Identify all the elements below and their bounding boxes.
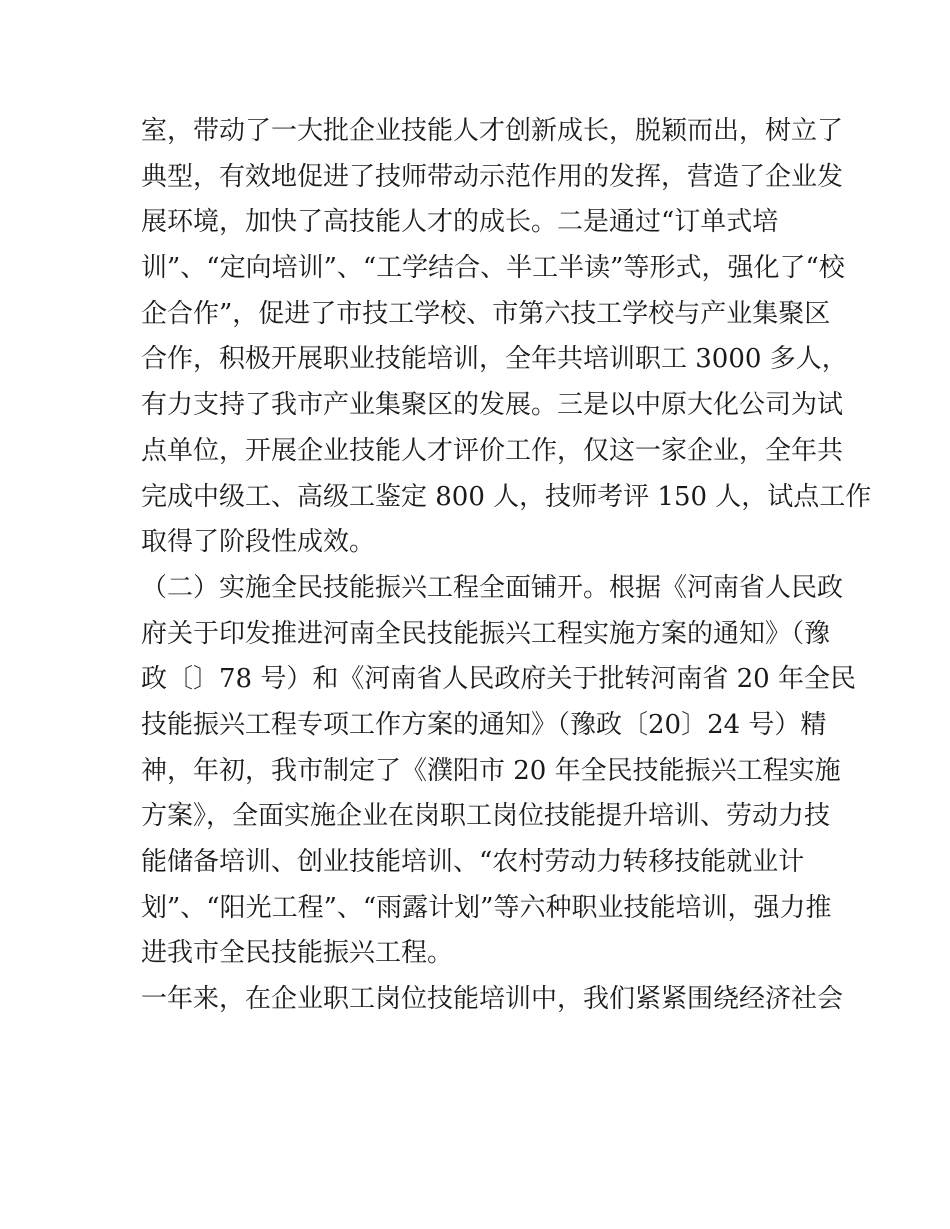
text-line: 能储备培训、创业技能培训、“农村劳动力转移技能就业计 [141, 847, 805, 877]
text-line: 一年来，在企业职工岗位技能培训中，我们紧紧围绕经济社会 [141, 984, 844, 1015]
text-line: 有力支持了我市产业集聚区的发展。三是以中原大化公司为试 [141, 390, 844, 421]
text-line: 方案》，全面实施企业在岗职工岗位技能提升培训、劳动力技 [141, 801, 831, 832]
text-line: 进我市全民技能振兴工程。 [141, 938, 454, 969]
text-line: 府关于印发推进河南全民技能振兴工程实施方案的通知》（豫 [141, 618, 831, 649]
text-line: 划”、“阳光工程”、“雨露计划”等六种职业技能培训，强力推 [141, 892, 832, 923]
text-line: 点单位，开展企业技能人才评价工作，仅这一家企业，全年共 [141, 435, 844, 466]
text-line: 展环境，加快了高技能人才的成长。二是通过“订单式培 [141, 207, 779, 238]
text-line: 合作，积极开展职业技能培训，全年共培训职工 3000 多人， [141, 344, 848, 375]
text-line: 神，年初，我市制定了《濮阳市 20 年全民技能振兴工程实施 [141, 755, 841, 786]
text-line: （二）实施全民技能振兴工程全面铺开。根据《河南省人民政 [141, 572, 844, 603]
text-line: 训”、“定向培训”、“工学结合、半工半读”等形式，强化了“校 [141, 253, 845, 284]
body-text [141, 109, 872, 1023]
text-line: 企合作”，促进了市技工学校、市第六技工学校与产业集聚区 [141, 298, 831, 329]
text-line: 典型，有效地促进了技师带动示范作用的发挥，营造了企业发 [141, 161, 844, 192]
text-line: 取得了阶段性成效。 [141, 527, 376, 558]
text-line: 技能振兴工程专项工作方案的通知》（豫政〔20〕24 号）精 [141, 709, 827, 740]
text-line: 室，带动了一大批企业技能人才创新成长，脱颖而出，树立了 [141, 116, 844, 146]
text-line: 完成中级工、高级工鉴定 800 人，技师考评 150 人，试点工作 [141, 481, 872, 512]
text-line: 政〔〕78 号）和《河南省人民政府关于批转河南省 20 年全民 [141, 664, 856, 695]
